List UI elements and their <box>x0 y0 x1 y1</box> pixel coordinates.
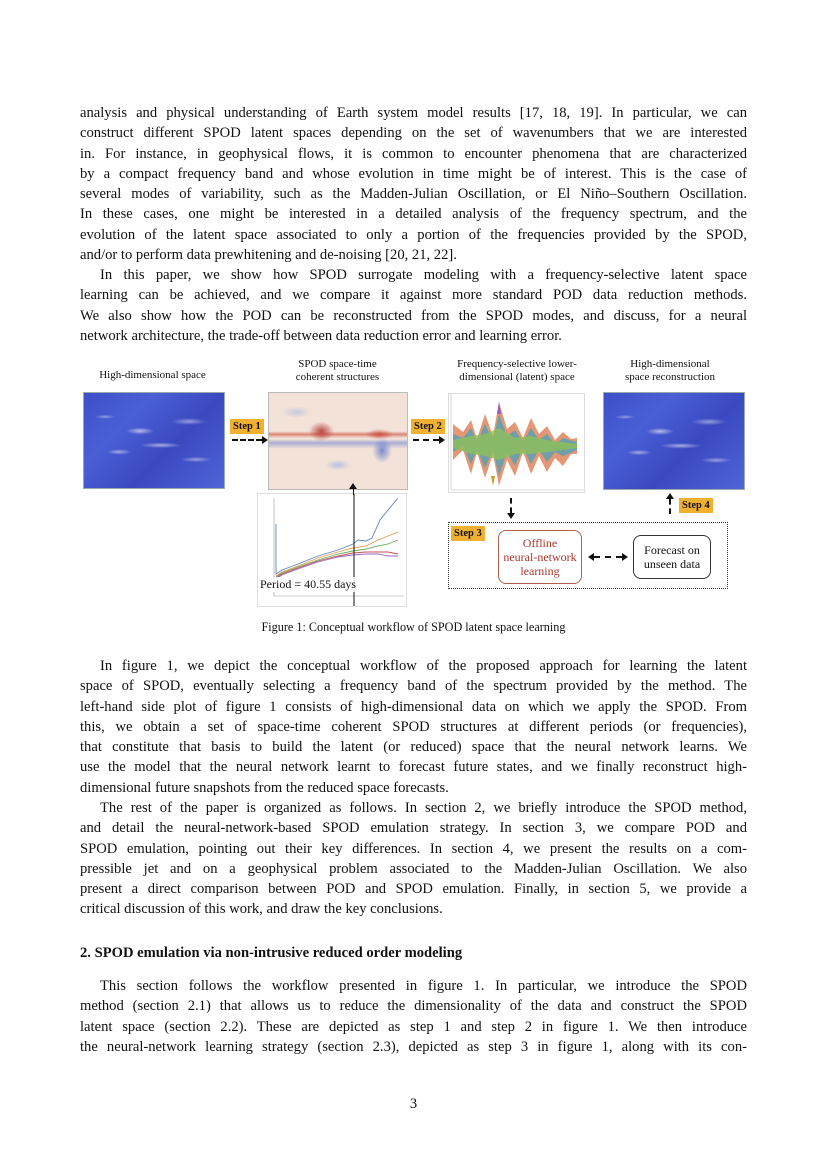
arrow-right-icon <box>413 439 439 441</box>
spod-spectrum-plot <box>257 493 407 607</box>
step-4-badge: Step 4 <box>679 498 713 513</box>
text-line: pressible jet and on a geophysical problem associated to the Madden-Julian Oscillation. We also <box>80 860 747 877</box>
text-line: this, we obtain a set of space-time coherent SPOD structures at different periods (or frequencies), <box>80 718 747 735</box>
figure-1-workflow <box>80 355 747 615</box>
text-line: SPOD emulation, pointing out their key differences. In section 4, we present the results on a com- <box>80 840 747 857</box>
latent-space-plot <box>448 393 585 493</box>
offline-nn-learning-box <box>498 530 582 584</box>
paragraph-contribution <box>80 265 747 346</box>
text-line: and/or to perform data prewhitening and de-noising [20, 21, 22]. <box>80 247 457 264</box>
text-line: In these cases, one might be interested in a detailed analysis of the frequency spectrum, and the <box>80 206 747 223</box>
text-line: This section follows the workflow presented in figure 1. In particular, we introduce the SPOD <box>100 978 747 994</box>
label-high-dim-space: High-dimensional space <box>99 369 206 381</box>
label-line: coherent structures <box>295 371 380 383</box>
text-line: In this paper, we show how SPOD surrogate modeling with a frequency-selective latent space <box>100 267 747 283</box>
text-line: learning can be achieved, and we compare it against more standard POD data reduction methods. <box>80 287 747 304</box>
arrow-up-icon <box>353 489 354 495</box>
text-line: evolution of the latent space associated to only a portion of the frequencies provided by the SPOD, <box>80 226 747 243</box>
text-line: The rest of the paper is organized as follows. In section 2, we briefly introduce the SPOD method, <box>100 800 747 816</box>
label-latent-space <box>442 358 592 384</box>
figure-caption: Figure 1: Conceptual workflow of SPOD latent space learning <box>261 620 566 634</box>
text-line: in. For instance, in geophysical flows, it is common to encounter phenomena that are characterized <box>80 145 747 162</box>
text-line: several modes of variability, such as the Madden-Julian Oscillation, or El Niño–Southern Oscillation. <box>80 186 747 203</box>
bidirectional-arrow-icon <box>594 556 622 558</box>
section-heading: 2. SPOD emulation via non-intrusive reduced order modeling <box>80 945 463 961</box>
text-line: left-hand side plot of figure 1 consists of high-dimensional data on which we apply the SPOD. From <box>80 698 747 715</box>
arrow-right-icon <box>232 439 262 441</box>
latent-timeseries-graphic <box>449 394 584 492</box>
text-line: use the model that the neural network learnt to forecast future states, and we finally reconstruct high- <box>80 759 747 776</box>
label-spod-structures <box>265 358 410 384</box>
step-2-badge: Step 2 <box>411 419 445 434</box>
label-line: space reconstruction <box>624 371 716 383</box>
label-line: dimensional (latent) space <box>459 371 575 383</box>
text-line: space of SPOD, eventually selecting a frequency band of the spectrum provided by the method. The <box>80 678 747 695</box>
text-line: latent space (section 2.2). These are depicted as step 1 and step 2 in figure 1. We then introduce <box>80 1018 747 1035</box>
text-line: present a direct comparison between POD and SPOD emulation. Finally, in section 5, we provide a <box>80 881 747 898</box>
text-line: critical discussion of this work, and draw the key conclusions. <box>80 901 443 918</box>
box-line: learning <box>520 564 560 578</box>
text-line: network architecture, the trade-off between data reduction error and learning error. <box>80 327 562 344</box>
text-line: In figure 1, we depict the conceptual workflow of the proposed approach for learning the latent <box>100 658 747 674</box>
box-line: unseen data <box>643 557 701 571</box>
paragraph-intro-continued <box>80 103 747 265</box>
text-line: dimensional future snapshots from the reduced space forecasts. <box>80 779 449 796</box>
forecast-unseen-data-box <box>633 535 711 579</box>
label-reconstruction <box>595 358 745 384</box>
text-line: by a compact frequency band and whose evolution in time might be of interest. This is the case of <box>80 165 747 182</box>
step-1-badge: Step 1 <box>230 419 264 434</box>
text-line: the neural-network learning strategy (section 2.3), depicted as step 3 in figure 1, along with its con- <box>80 1038 747 1055</box>
text-line: analysis and physical understanding of Earth system model results [17, 18, 19]. In particular, we can <box>80 105 747 121</box>
text-line: that constitute that basis to build the latent (or reduced) space that the neural network learns. We <box>80 739 747 756</box>
step-3-badge: Step 3 <box>451 526 485 541</box>
text-line: We also show how the POD can be reconstructed from the SPOD modes, and discuss, for a neural <box>80 307 747 324</box>
period-label: Period = 40.55 days <box>260 577 357 591</box>
box-line: neural-network <box>503 550 577 564</box>
arrow-down-icon <box>510 498 512 513</box>
paragraph-section-2-intro <box>80 976 747 1057</box>
box-line: Forecast on <box>644 543 700 557</box>
label-line: SPOD space-time <box>298 358 377 370</box>
reconstruction-map-image <box>603 392 745 490</box>
high-dim-map-image <box>83 392 225 489</box>
spod-structures-map-image <box>268 392 408 490</box>
paragraph-paper-organization <box>80 798 747 920</box>
text-line: and detail the neural-network-based SPOD emulation strategy. In section 3, we compare POD and <box>80 820 747 837</box>
text-line: construct different SPOD latent spaces depending on the set of wavenumbers that we are interested <box>80 125 747 142</box>
page-number: 3 <box>409 1096 418 1112</box>
text-line: method (section 2.1) that allows us to reduce the dimensionality of the data and construct the SPOD <box>80 998 747 1015</box>
arrow-up-icon <box>669 499 671 514</box>
box-line: Offline <box>522 536 558 550</box>
label-line: Frequency-selective lower- <box>457 358 577 370</box>
paragraph-figure-description <box>80 656 747 798</box>
label-line: High-dimensional <box>630 358 710 370</box>
